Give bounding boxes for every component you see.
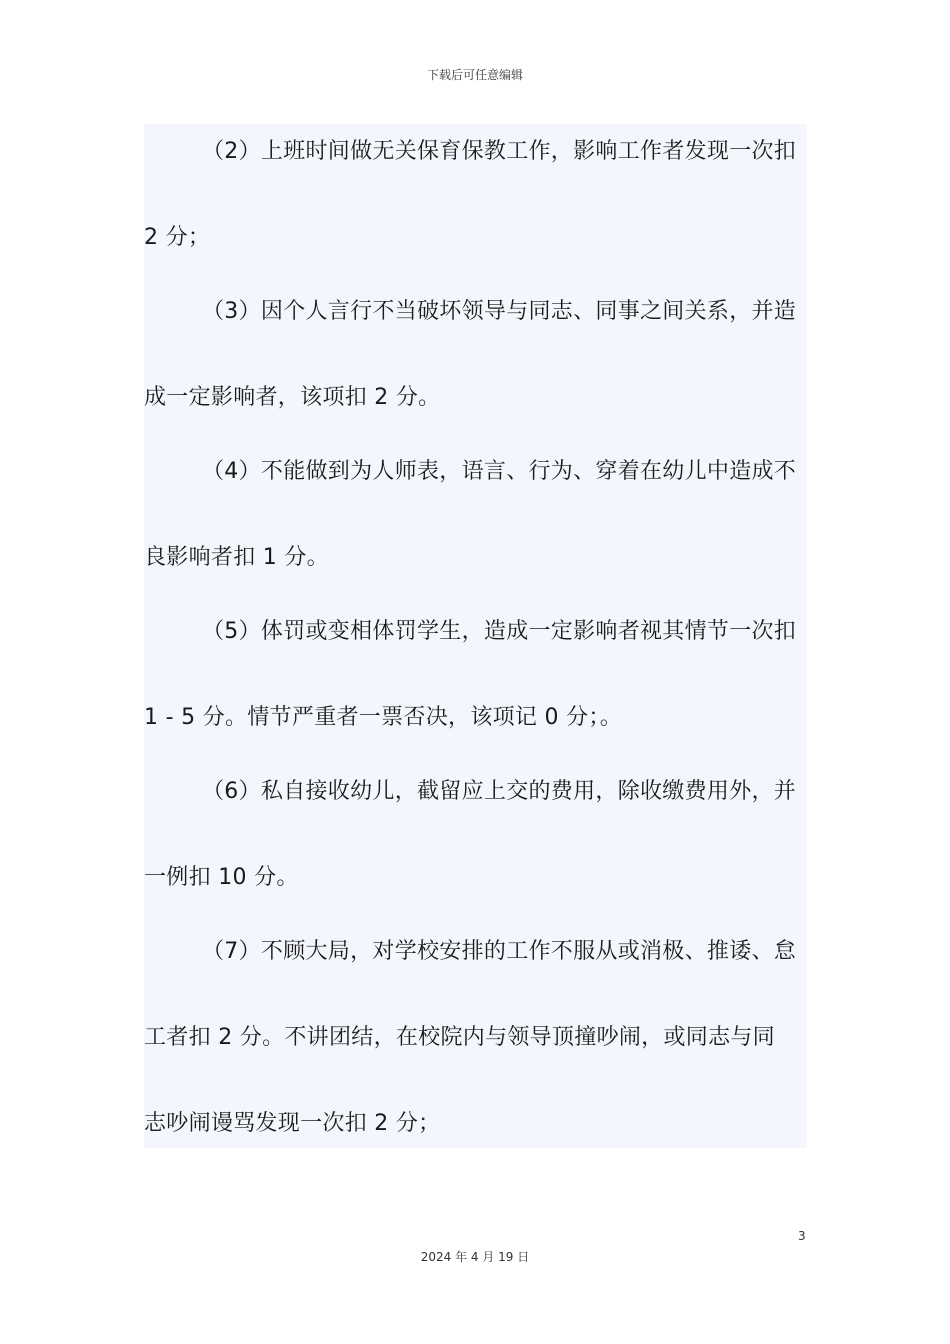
paragraph-2-line-2: 2 分； bbox=[144, 225, 211, 250]
paragraph-6-line-2: 一例扣 10 分。 bbox=[144, 865, 299, 890]
header-note: 下载后可任意编辑 bbox=[426, 68, 523, 82]
paragraph-3-line-1: （3）因个人言行不当破坏领导与同志、同事之间关系，并造 bbox=[202, 299, 797, 324]
paragraph-4-line-1: （4）不能做到为人师表，语言、行为、穿着在幼儿中造成不 bbox=[202, 459, 797, 484]
page-number: 3 bbox=[798, 1229, 806, 1243]
paragraph-7-line-1: （7）不顾大局，对学校安排的工作不服从或消极、推诿、怠 bbox=[202, 939, 797, 964]
paragraph-2-line-1: （2）上班时间做无关保育保教工作，影响工作者发现一次扣 bbox=[202, 139, 797, 164]
footer-date: 2024 年 4 月 19 日 bbox=[420, 1250, 530, 1264]
paragraph-5-line-2: 1 - 5 分。情节严重者一票否决，该项记 0 分；。 bbox=[144, 705, 622, 730]
paragraph-5-line-1: （5）体罚或变相体罚学生，造成一定影响者视其情节一次扣 bbox=[202, 619, 797, 644]
paragraph-7-line-2: 工者扣 2 分。不讲团结，在校院内与领导顶撞吵闹，或同志与同 bbox=[144, 1025, 775, 1050]
paragraph-7-line-3: 志吵闹谩骂发现一次扣 2 分； bbox=[144, 1111, 441, 1136]
paragraph-6-line-1: （6）私自接收幼儿，截留应上交的费用，除收缴费用外，并 bbox=[202, 779, 797, 804]
paragraph-3-line-2: 成一定影响者，该项扣 2 分。 bbox=[144, 385, 441, 410]
paragraph-4-line-2: 良影响者扣 1 分。 bbox=[144, 545, 329, 570]
